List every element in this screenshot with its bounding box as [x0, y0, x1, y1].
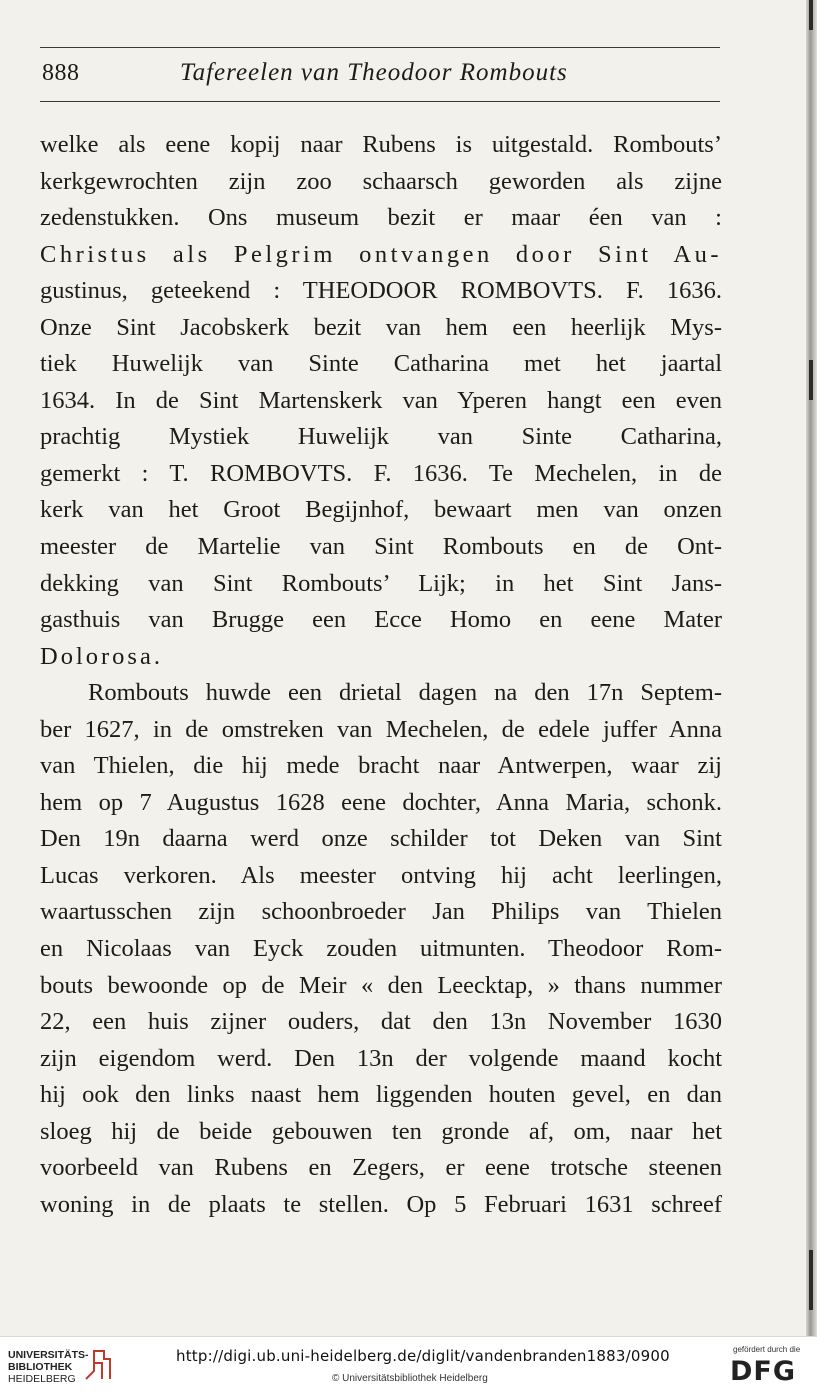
- text-line: Dolorosa.: [40, 642, 163, 670]
- funding-note: gefördert durch die: [733, 1345, 801, 1354]
- header-top-rule: [40, 47, 720, 48]
- library-logo-text: [8, 1349, 89, 1385]
- text-line: kerk van het Groot Begijnhof, bewaart men van onzen: [40, 496, 722, 524]
- text-line: gasthuis van Brugge een Ecce Homo en eene Mater: [40, 606, 722, 634]
- header-bottom-rule: [40, 101, 720, 102]
- page-number: 888: [42, 60, 80, 86]
- text-line: tiek Huwelijk van Sinte Catharina met het jaartal: [40, 350, 722, 378]
- permalink-url[interactable]: http://digi.ub.uni-heidelberg.de/diglit/vandenbranden1883/0900: [176, 1347, 670, 1365]
- text-line: gustinus, geteekend : THEODOOR ROMBOVTS. F. 1636.: [40, 277, 722, 305]
- library-name-line: HEIDELBERG: [8, 1373, 76, 1385]
- edge-band: [809, 360, 813, 400]
- dfg-logo: DFG: [730, 1356, 797, 1387]
- text-line: waartusschen zijn schoonbroeder Jan Philips van Thielen: [40, 898, 722, 926]
- library-name-line: UNIVERSITÄTS-: [8, 1349, 89, 1361]
- text-line: Rombouts huwde een drietal dagen na den 17n Septem-: [88, 679, 722, 707]
- text-line: hij ook den links naast hem liggenden houten gevel, en dan: [40, 1081, 722, 1109]
- viewer-footer: [0, 1336, 817, 1395]
- page-header: [40, 47, 720, 103]
- text-line: hem op 7 Augustus 1628 eene dochter, Anna Maria, schonk.: [40, 788, 722, 816]
- text-line: van Thielen, die hij mede bracht naar Antwerpen, waar zij: [40, 752, 722, 780]
- text-line: dekking van Sint Rombouts’ Lijk; in het Sint Jans-: [40, 569, 722, 597]
- copyright-notice: © Universitätsbibliothek Heidelberg: [332, 1373, 488, 1384]
- text-line: 22, een huis zijner ouders, dat den 13n November 1630: [40, 1008, 722, 1036]
- library-logo-icon: [82, 1345, 112, 1385]
- text-line: gemerkt : T. ROMBOVTS. F. 1636. Te Mechelen, in de: [40, 459, 722, 487]
- text-line: ber 1627, in de omstreken van Mechelen, de edele juffer Anna: [40, 715, 722, 743]
- text-line: zijn eigendom werd. Den 13n der volgende maand kocht: [40, 1044, 722, 1072]
- edge-band: [809, 0, 813, 30]
- text-line: woning in de plaats te stellen. Op 5 Februari 1631 schreef: [40, 1190, 722, 1218]
- text-line: Lucas verkoren. Als meester ontving hij acht leerlingen,: [40, 861, 722, 889]
- text-line: meester de Martelie van Sint Rombouts en de Ont-: [40, 533, 722, 561]
- text-line: kerkgewrochten zijn zoo schaarsch geworden als zijne: [40, 167, 722, 195]
- text-line: voorbeeld van Rubens en Zegers, er eene trotsche steenen: [40, 1154, 722, 1182]
- text-line: en Nicolaas van Eyck zouden uitmunten. Theodoor Rom-: [40, 935, 722, 963]
- text-line: prachtig Mystiek Huwelijk van Sinte Catharina,: [40, 423, 722, 451]
- body-text: [40, 127, 722, 1223]
- book-edge: [806, 0, 817, 1336]
- text-line: 1634. In de Sint Martenskerk van Yperen hangt een even: [40, 386, 722, 414]
- edge-band: [809, 1250, 813, 1310]
- text-line: sloeg hij de beide gebouwen ten gronde af, om, naar het: [40, 1117, 722, 1145]
- text-line: bouts bewoonde op de Meir « den Leecktap, » thans nummer: [40, 971, 722, 999]
- text-line: zedenstukken. Ons museum bezit er maar éen van :: [40, 204, 722, 232]
- text-line: Onze Sint Jacobskerk bezit van hem een heerlijk Mys-: [40, 313, 722, 341]
- text-line: Christus als Pelgrim ontvangen door Sint Au-: [40, 240, 722, 268]
- text-line: welke als eene kopij naar Rubens is uitgestald. Rombouts’: [40, 131, 722, 158]
- running-title: Tafereelen van Theodoor Rombouts: [180, 59, 568, 86]
- library-name-line: BIBLIOTHEK: [8, 1361, 73, 1373]
- text-line: Den 19n daarna werd onze schilder tot Deken van Sint: [40, 825, 722, 853]
